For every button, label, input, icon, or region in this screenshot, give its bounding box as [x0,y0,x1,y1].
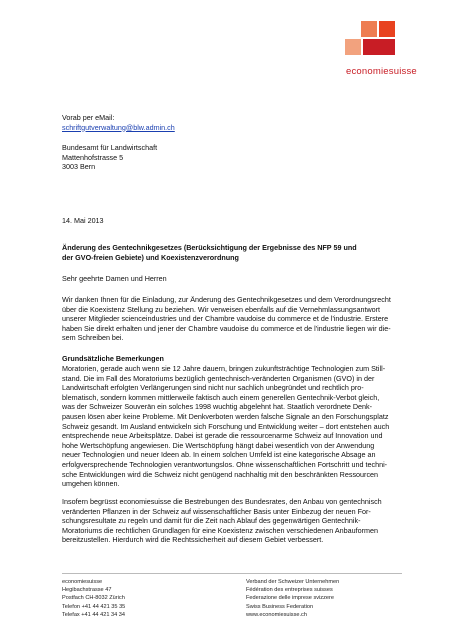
text-line: pausen lösen aber keine Probleme. Mit Denkverboten werden falsche Signale an den Forschungsplatz [62,411,389,421]
sender-line: Vorab per eMail: [62,113,115,122]
text-line: unserer Mitglieder scienceindustries und der Chambre vaudoise du commerce et de l'industrie. Erstere [62,314,389,324]
text-line: sche Entwicklungen wird die Schweiz nicht genügend nachhaltig mit den beschränkten Ressourcen [62,469,379,479]
intro-paragraph [62,295,402,343]
footer-line: Swiss Business Federation [246,603,314,610]
text-line: veränderten Pflanzen in der Schweiz auf wissenschaftlicher Basis unter Einbezug der neuen For- [62,506,371,516]
footer-line: Telefax +41 44 421 34 34 [62,611,125,618]
recipient-street: Mattenhofstrasse 5 [62,152,124,162]
recipient-name: Bundesamt für Landwirtschaft [62,143,158,152]
text-line: hohe Wertschöpfung angewiesen. Die Wertschöpfung hängt dabei wesentlich von der Anwendung [62,440,375,450]
recipient-address [62,143,402,172]
salutation: Sehr geehrte Damen und Herren [62,274,167,283]
economiesuisse-logo [345,21,435,61]
text-line: neuer Technologien und neuer Ideen ab. In einem solchen Umfeld ist eine kategorische Absage an [62,450,376,460]
footer-website[interactable]: www.economiesuisse.ch [246,611,307,618]
logo-square-icon [345,39,361,55]
text-line: Schweiz gesandt. Im Ausland entwickeln sich Forschung und Entwicklung weiter – dort entstehen auch [62,421,390,431]
letter-date: 14. Mai 2013 [62,216,104,225]
text-line: schungsresultate zu regeln und damit für die Zeit nach Ablauf des gegenwärtigen Gentechnik- [62,516,361,526]
recipient-city: 3003 Bern [62,162,96,172]
footer-line: Fédération des entreprises suisses [246,587,333,594]
text-line: Wir danken Ihnen für die Einladung, zur Änderung des Gentechnikgesetzes und dem Verordnungsrecht [62,295,391,304]
text-line: entsprechende neue Arbeitsplätze. Dabei ist gerade die ressourcenarme Schweiz auf Innovation und [62,431,383,441]
footer-line: Telefon +41 44 421 35 35 [62,603,126,610]
body-paragraph-2 [62,497,402,545]
logo-square-icon [363,39,395,55]
text-line: umgehen können. [62,479,120,489]
footer-federation [246,578,339,619]
text-line: über die Koexistenz Stellung zu beziehen. Wir verweisen ebenfalls auf die Vernehmlassungsantwort [62,304,381,314]
subject [62,243,402,262]
logo-text: economiesuisse [346,66,417,77]
footer-line: economiesuisse [62,579,103,585]
text-line: haben Sie direkt erhalten und jener der Chambre vaudoise du commerce et de l'industrie liegen wir die- [62,323,391,333]
text-line: blematisch, sondern kommen mittlerweile faktisch auch einem generellen Gentechnik-Verbot gleich, [62,392,380,402]
text-line: was der Schweizer Souverän ein solches 1998 wuchtig abgelehnt hat. Staatlich verordnete Denk- [62,402,373,412]
text-line: bereitzustellen. Hierdurch wird die Rechtssicherheit auf diesem Gebiet verbessert. [62,535,324,545]
text-line: erfolgversprechende Technologien verantwortungslos. Ohne wissenschaftlichen Fortschritt und techni- [62,459,388,469]
logo-square-icon [379,21,395,37]
subject-line: der GVO-freien Gebiete) und Koexistenzverordnung [62,252,239,262]
footer-line: Postfach CH-8032 Zürich [62,595,125,602]
text-line: Moratorien, gerade auch wenn sie 12 Jahre dauern, bringen zukunftsträchtige Technologien zum Still- [62,364,386,373]
text-line: stand. Die im Fall des Moratoriums bezüglich gentechnisch-veränderten Organismen (GVO) in der [62,373,375,383]
email-link[interactable]: schriftgutverwaltung@blw.admin.ch [62,122,175,132]
footer-line: Federazione delle imprese svizzere [246,595,334,602]
subject-line: Änderung des Gentechnikgesetzes (Berücksichtigung der Ergebnisse des NFP 59 und [62,243,357,252]
section-heading: Grundsätzliche Bemerkungen [62,354,164,363]
text-line: sem Schreiben bei. [62,333,124,343]
body-paragraph-1 [62,364,402,489]
footer-line: Hegibachstrasse 47 [62,587,112,594]
sender-block [62,113,402,132]
text-line: Landwirtschaft erfolgten Verlängerungen sind nicht nur sachlich unbegründet und rechtlich pro- [62,383,364,393]
footer-line: Verband der Schweizer Unternehmen [246,579,340,585]
text-line: Insofern begrüsst economiesuisse die Bestrebungen des Bundesrates, den Anbau von gentechnisch [62,497,382,506]
footer-divider [62,573,402,574]
logo-square-icon [361,21,377,37]
text-line: Moratoriums die rechtlichen Grundlagen für eine Koexistenz zwischen verschiedenen Anbauformen [62,525,379,535]
footer-address [62,578,125,619]
